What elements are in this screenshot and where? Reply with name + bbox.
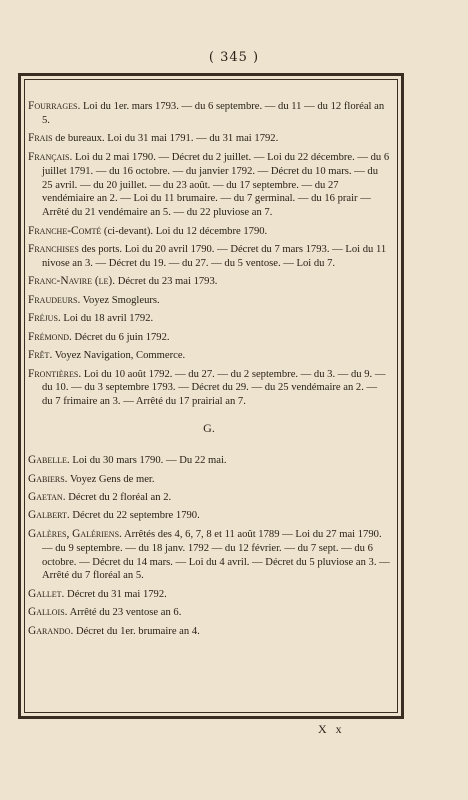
entry-headword: Fraudeurs.: [28, 293, 81, 306]
entry-text: (ci-devant). Loi du 12 décembre 1790.: [101, 225, 268, 237]
entry-headword: Garando.: [28, 624, 74, 637]
entry-headword: Gabiers.: [28, 472, 68, 485]
entry-headword: Gallois.: [28, 606, 68, 619]
entry-text: Décret du 31 mai 1792.: [64, 588, 167, 600]
entry-headword: Frêt.: [28, 349, 53, 362]
entry-text: Décret du 6 juin 1792.: [71, 331, 170, 343]
entry-text: Arrêtés des 4, 6, 7, 8 et 11 août 1789 — Loi du 27 mai 1790. — du 9 septembre. — du 18 janv. 1792 — du 12 février. — du 7 sept. — du 6 octobre. — Décret du 14 mars. — Loi du 4 avril. — Décret du 5 pluviose an 3. — Arrêté du 7 floréal an 5.: [42, 528, 390, 582]
entry-headword: Fréjus.: [28, 312, 61, 325]
entry-text: Décret du 2 floréal an 2.: [65, 491, 172, 503]
index-entry: [28, 509, 390, 523]
index-entry: [28, 331, 390, 345]
entry-headword: Franche-Comté: [28, 224, 102, 237]
index-entry: [28, 100, 390, 128]
entry-headword: Gallet.: [28, 587, 65, 600]
index-entry: [28, 491, 390, 505]
entry-text: Loi du 2 mai 1790. — Décret du 2 juillet. — Loi du 22 décembre. — du 6 juillet 1791. — du 16 octobre. — du janvier 1792. — Décret du 10 mars. — du 25 avril. — du 20 juillet. — du 23 août. — du 17 septembre. — du 27 vendémiaire an 2. — Loi du 11 brumaire. — du 7 germinal. — du 16 prair — Arrêté du 21 vendémaire an 5. — du 22 pluviose an 7.: [42, 151, 390, 219]
index-entry: [28, 243, 390, 271]
index-entry: [28, 473, 390, 487]
entry-headword: Français.: [28, 150, 73, 163]
entry-text: Voyez Smogleurs.: [80, 294, 160, 306]
index-entry: [28, 368, 390, 410]
entry-headword: Frémond.: [28, 330, 72, 343]
entry-headword: Fourrages.: [28, 100, 81, 112]
index-entry: [28, 349, 390, 363]
index-entry: [28, 275, 390, 289]
entry-headword: Galères, Galériens.: [28, 527, 122, 540]
entry-text: Loi du 30 mars 1790. — Du 22 mai.: [69, 455, 227, 467]
entry-headword: Gaetan.: [28, 490, 66, 503]
index-entry: [28, 454, 390, 468]
index-entry: [28, 588, 390, 602]
entry-text: Décret du 22 septembre 1790.: [69, 510, 200, 522]
index-entry: [28, 312, 390, 326]
entry-headword: Frais: [28, 132, 53, 145]
entry-text: Décret du 1er. brumaire an 4.: [73, 625, 200, 637]
index-entry: [28, 225, 390, 239]
entry-text: Arrêté du 23 ventose an 6.: [67, 607, 182, 619]
entry-headword: Galbert.: [28, 509, 70, 522]
entries-f: [28, 100, 390, 409]
entry-text: Voyez Gens de mer.: [67, 473, 155, 485]
entries-g: [28, 454, 390, 638]
index-entry: [28, 132, 390, 146]
index-entry: [28, 151, 390, 221]
entry-headword: Gabelle.: [28, 454, 70, 467]
page-number: ( 345 ): [208, 50, 260, 65]
index-content: [28, 100, 390, 643]
index-entry: [28, 294, 390, 308]
entry-headword: Franchises: [28, 243, 79, 256]
entry-text: Loi du 18 avril 1792.: [60, 313, 154, 325]
signature-mark: X x: [318, 722, 345, 736]
entry-text: Voyez Navigation, Commerce.: [52, 350, 186, 362]
entry-headword: Frontières.: [28, 367, 82, 380]
entry-text: Loi du 1er. mars 1793. — du 6 septembre. — du 11 — du 12 floréal an 5.: [42, 101, 385, 126]
index-entry: [28, 606, 390, 620]
entry-text: Loi du 10 août 1792. — du 27. — du 2 septembre. — du 3. — du 9. — du 10. — du 3 septembre 1793. — Décret du 29. — du 25 vendémaire an 2. — du 7 frimaire an 3. — Arrêté du 17 prairial an 7.: [42, 368, 386, 408]
section-heading: G.: [203, 421, 215, 436]
entry-text: de bureaux. Loi du 31 mai 1791. — du 31 mai 1792.: [52, 133, 279, 145]
index-entry: [28, 625, 390, 639]
entry-text: des ports. Loi du 20 avril 1790. — Décret du 7 mars 1793. — Loi du 11 nivose an 3. — Décret du 19. — du 27. — du 5 ventose. — Loi du 7.: [42, 244, 387, 270]
index-entry: [28, 528, 390, 584]
entry-text: Décret du 23 mai 1793.: [115, 276, 218, 288]
entry-headword: Franc-Navire (le).: [28, 275, 116, 288]
